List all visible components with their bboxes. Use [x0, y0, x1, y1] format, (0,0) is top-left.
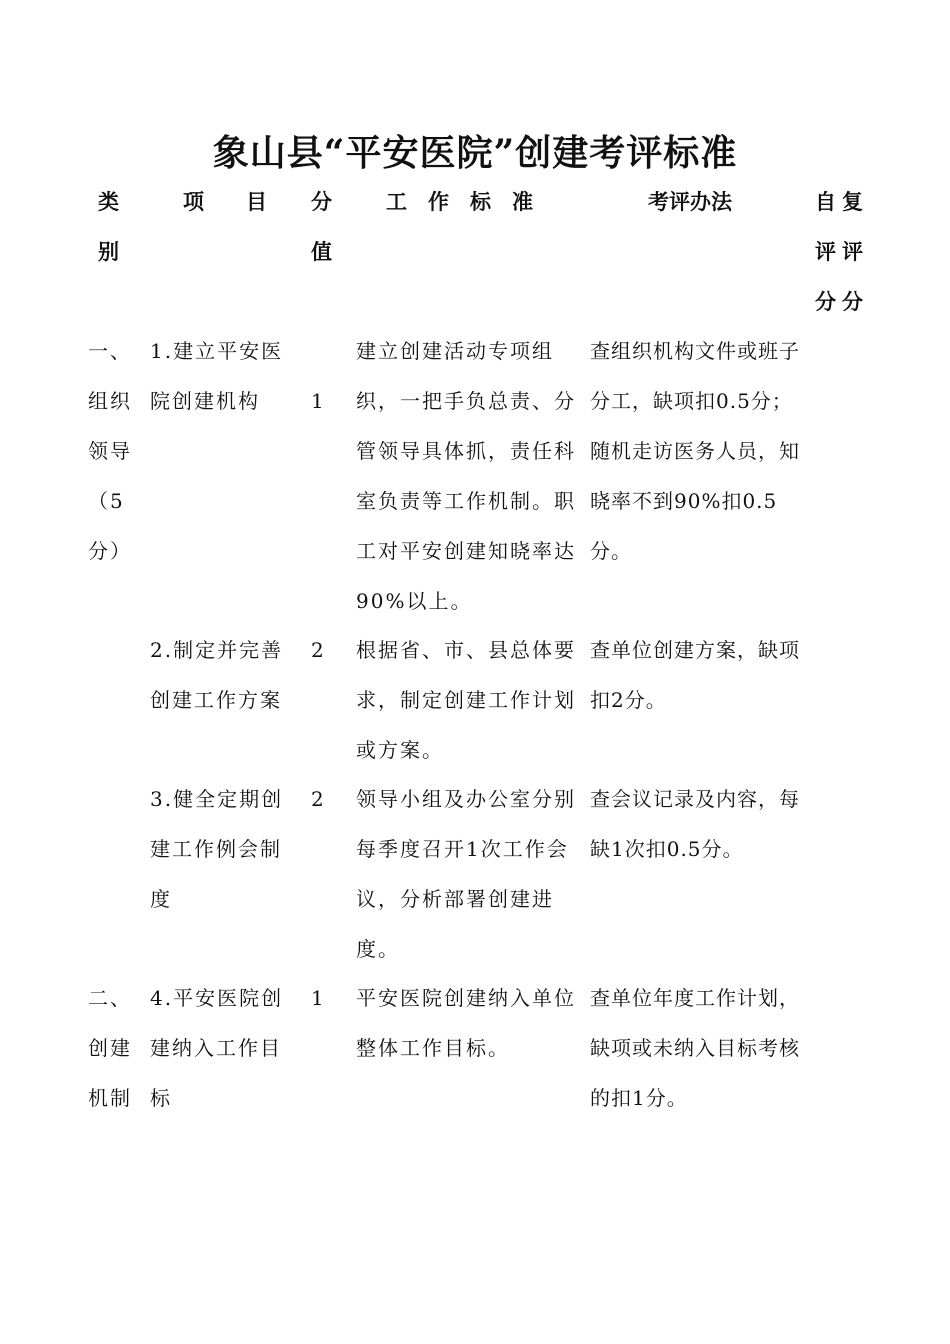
item-label: 3.健全定期创建工作例会制度 — [150, 787, 284, 911]
header-score: 分 值 — [311, 189, 332, 264]
header-review-score: 复 评 分 — [842, 189, 863, 314]
header-item: 项 目 — [183, 189, 267, 214]
standard-text: 根据省、市、县总体要求，制定创建工作计划或方案。 — [356, 638, 576, 762]
header-self-score: 自 评 分 — [815, 189, 836, 314]
score-value: 2 — [311, 638, 326, 662]
score-value: 1 — [311, 389, 326, 413]
header-method: 考评办法 — [648, 189, 732, 214]
standard-text: 平安医院创建纳入单位整体工作目标。 — [356, 986, 576, 1060]
item-label: 2.制定并完善创建工作方案 — [150, 638, 284, 712]
item-label: 4.平安医院创建纳入工作目标 — [150, 986, 284, 1110]
method-text: 查单位年度工作计划，缺项或未纳入目标考核的扣1分。 — [590, 986, 800, 1110]
method-text: 查单位创建方案，缺项扣2分。 — [590, 638, 800, 712]
method-text: 查会议记录及内容，每缺1次扣0.5分。 — [590, 787, 800, 861]
score-value: 1 — [311, 986, 326, 1010]
method-text: 查组织机构文件或班子分工，缺项扣0.5分；随机走访医务人员，知晓率不到90%扣0.5分。 — [590, 339, 800, 563]
page-title: 象山县“平安医院”创建考评标准 — [212, 132, 738, 174]
category-label: 一、组织领导（5分） — [88, 339, 132, 563]
standard-text: 建立创建活动专项组织，一把手负总责、分管领导具体抓，责任科室负责等工作机制。职工对平安创建知晓率达90%以上。 — [356, 339, 576, 613]
header-category: 类 别 — [98, 189, 119, 264]
header-standard: 工 作 标 准 — [386, 189, 533, 214]
category-label: 二、创建机制 — [88, 986, 132, 1110]
item-label: 1.建立平安医院创建机构 — [150, 339, 284, 413]
score-value: 2 — [311, 787, 326, 811]
standard-text: 领导小组及办公室分别每季度召开1次工作会议，分析部署创建进度。 — [356, 787, 576, 961]
